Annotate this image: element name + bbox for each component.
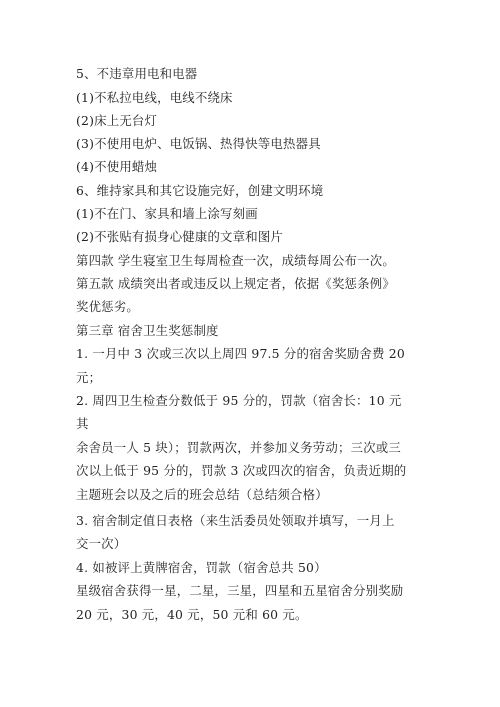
text-line: 奖优惩劣。 <box>76 299 139 314</box>
text-line: 4. 如被评上黄牌宿舍，罚款（宿舍总共 50） <box>76 560 327 575</box>
text-line: 星级宿舍获得一星，二星，三星，四星和五星宿舍分别奖励 <box>76 583 404 598</box>
text-line: 主题班会以及之后的班会总结（总结须合格） <box>76 487 328 502</box>
text-line: 2. 周四卫生检查分数低于 95 分的，罚款（宿舍长：10 元 <box>76 393 402 408</box>
text-line: 元； <box>76 370 102 385</box>
text-line: (2)不张贴有损身心健康的文章和图片 <box>76 229 284 244</box>
text-line: 1. 一月中 3 次或三次以上周四 97.5 分的宿舍奖励舍费 20 <box>76 346 405 361</box>
text-line: 第四款 学生寝室卫生每周检查一次，成绩每周公布一次。 <box>76 253 395 268</box>
text-line: (4)不使用蜡烛 <box>76 159 158 174</box>
text-line: 20 元，30 元，40 元，50 元和 60 元。 <box>76 607 308 622</box>
text-line: 次以上低于 95 分的，罚款 3 次或四次的宿舍，负责近期的 <box>76 463 407 478</box>
text-line: (3)不使用电炉、电饭锅、热得快等电热器具 <box>76 136 321 151</box>
text-line: 其 <box>76 416 89 431</box>
text-line: (1)不在门、家具和墙上涂写刻画 <box>76 206 258 221</box>
text-line: (1)不私拉电线，电线不绕床 <box>76 90 233 105</box>
text-line: 第五款 成绩突出者或违反以上规定者，依据《奖惩条例》 <box>76 276 395 291</box>
section-heading: 第三章 宿舍卫生奖惩制度 <box>76 323 219 338</box>
text-line: 交一次） <box>76 536 127 551</box>
text-line: 余舍员一人 5 块）；罚款两次，并参加义务劳动；三次或三 <box>76 440 401 455</box>
text-line: 5、不违章用电和电器 <box>76 66 198 81</box>
text-line: 3. 宿舍制定值日表格（来生活委员处领取并填写，一月上 <box>76 513 395 528</box>
text-line: 6、维持家具和其它设施完好，创建文明环境 <box>76 183 324 198</box>
text-line: (2)床上无台灯 <box>76 113 158 128</box>
